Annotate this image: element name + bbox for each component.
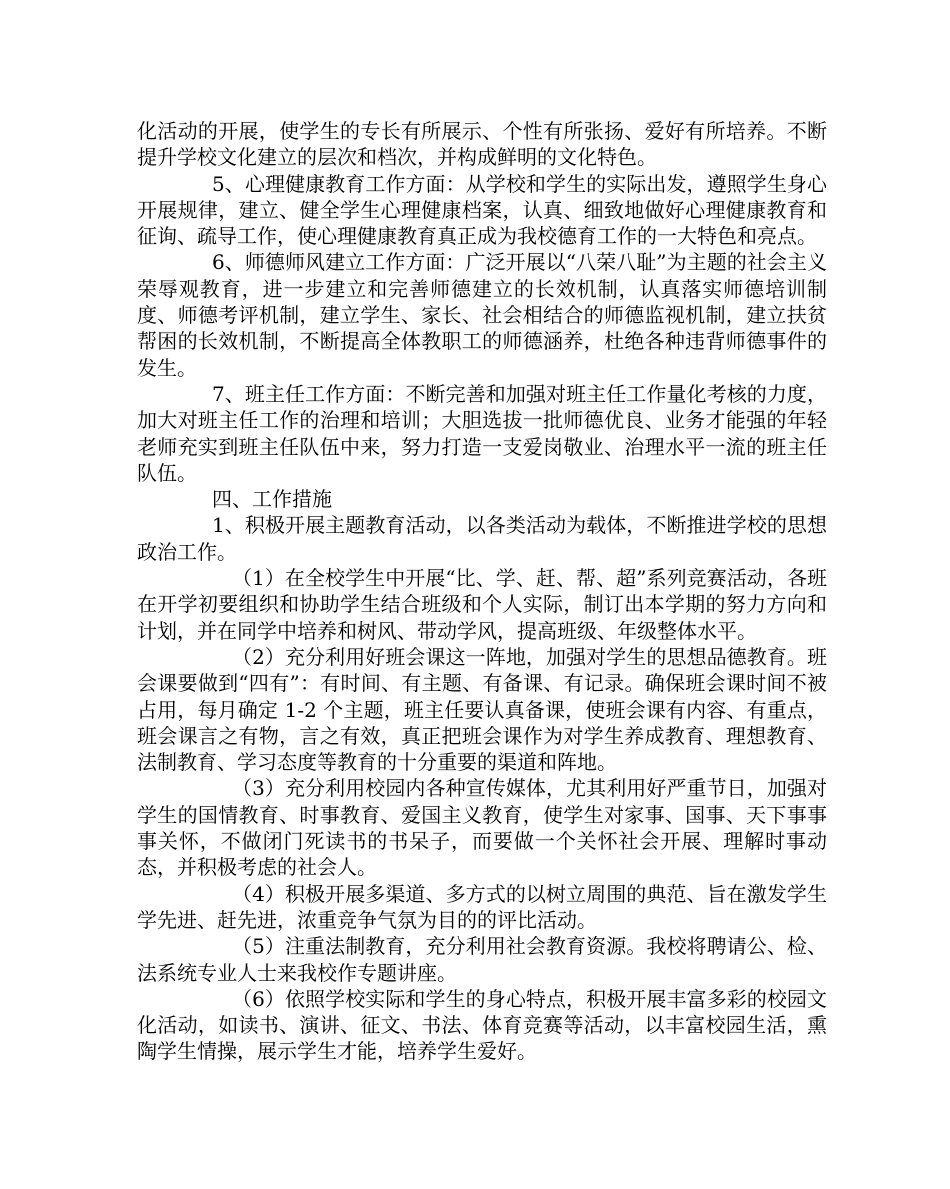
paragraph-teacher-ethics: 6、师德师风建立工作方面：广泛开展以“八荣八耻”为主题的社会主义荣辱观教育，进一步建立和完善师德建立的长效机制，认真落实师德培训制度、师德考评机制，建立学生、家长、社会相结合的师德监视机制，建立扶贫帮困的长效机制，不断提高全体教职工的师德涵养，杜绝各种违背师德事件的发生。 — [137, 250, 827, 380]
paragraph-item-4: （4）积极开展多渠道、多方式的以树立周围的典范、旨在激发学生学先进、赶先进，浓重竞争气氛为目的的评比活动。 — [137, 881, 827, 932]
paragraph-item-2: （2）充分利用好班会课这一阵地，加强对学生的思想品德教育。班会课要做到“四有”：有时间、有主题、有备课、有记录。确保班会课时间不被占用，每月确定 1-2 个主题，班主任要认真备课，使班会课有内容、有重点，班会课言之有物，言之有效，真正把班会课作为对学生养成教育、理想教育、法制教育、学习态度等教育的十分重要的渠道和阵地。 — [137, 644, 827, 775]
paragraph-item-1: （1）在全校学生中开展“比、学、赶、帮、超”系列竞赛活动，各班在开学初要组织和协助学生结合班级和个人实际，制订出本学期的努力方向和计划，并在同学中培养和树风、带动学风，提高班级、年级整体水平。 — [137, 566, 827, 643]
paragraph-item-3: （3）充分利用校园内各种宣传媒体，尤其利用好严重节日，加强对学生的国情教育、时事教育、爱国主义教育，使学生对家事、国事、天下事事事关怀，不做闭门死读书的书呆子，而要做一个关怀社会开展、理解时事动态，并积极考虑的社会人。 — [137, 776, 827, 880]
paragraph-item-6: （6）依照学校实际和学生的身心特点，积极开展丰富多彩的校园文化活动，如读书、演讲、征文、书法、体育竞赛等活动，以丰富校园生活，熏陶学生情操，展示学生才能，培养学生爱好。 — [137, 986, 827, 1064]
paragraph-mental-health: 5、心理健康教育工作方面：从学校和学生的实际出发，遵照学生身心开展规律，建立、健全学生心理健康档案，认真、细致地做好心理健康教育和征询、疏导工作，使心理健康教育真正成为我校德育工作的一大特色和亮点。 — [137, 171, 827, 249]
paragraph-item-5: （5）注重法制教育，充分利用社会教育资源。我校将聘请公、检、法系统专业人士来我校作专题讲座。 — [137, 934, 827, 985]
paragraph-class-teacher: 7、班主任工作方面：不断完善和加强对班主任工作量化考核的力度，加大对班主任工作的治理和培训；大胆选拔一批师德优良、业务才能强的年轻老师充实到班主任队伍中来，努力打造一支爱岗敬业、治理水平一流的班主任队伍。 — [137, 381, 827, 485]
paragraph-intro-continuation: 化活动的开展，使学生的专长有所展示、个性有所张扬、爱好有所培养。不断提升学校文化建立的层次和档次，并构成鲜明的文化特色。 — [137, 119, 827, 170]
document-body — [137, 118, 827, 1065]
section-heading-measures: 四、工作措施 — [212, 487, 332, 512]
paragraph-measure-1: 1、积极开展主题教育活动，以各类活动为载体，不断推进学校的思想政治工作。 — [137, 513, 827, 564]
